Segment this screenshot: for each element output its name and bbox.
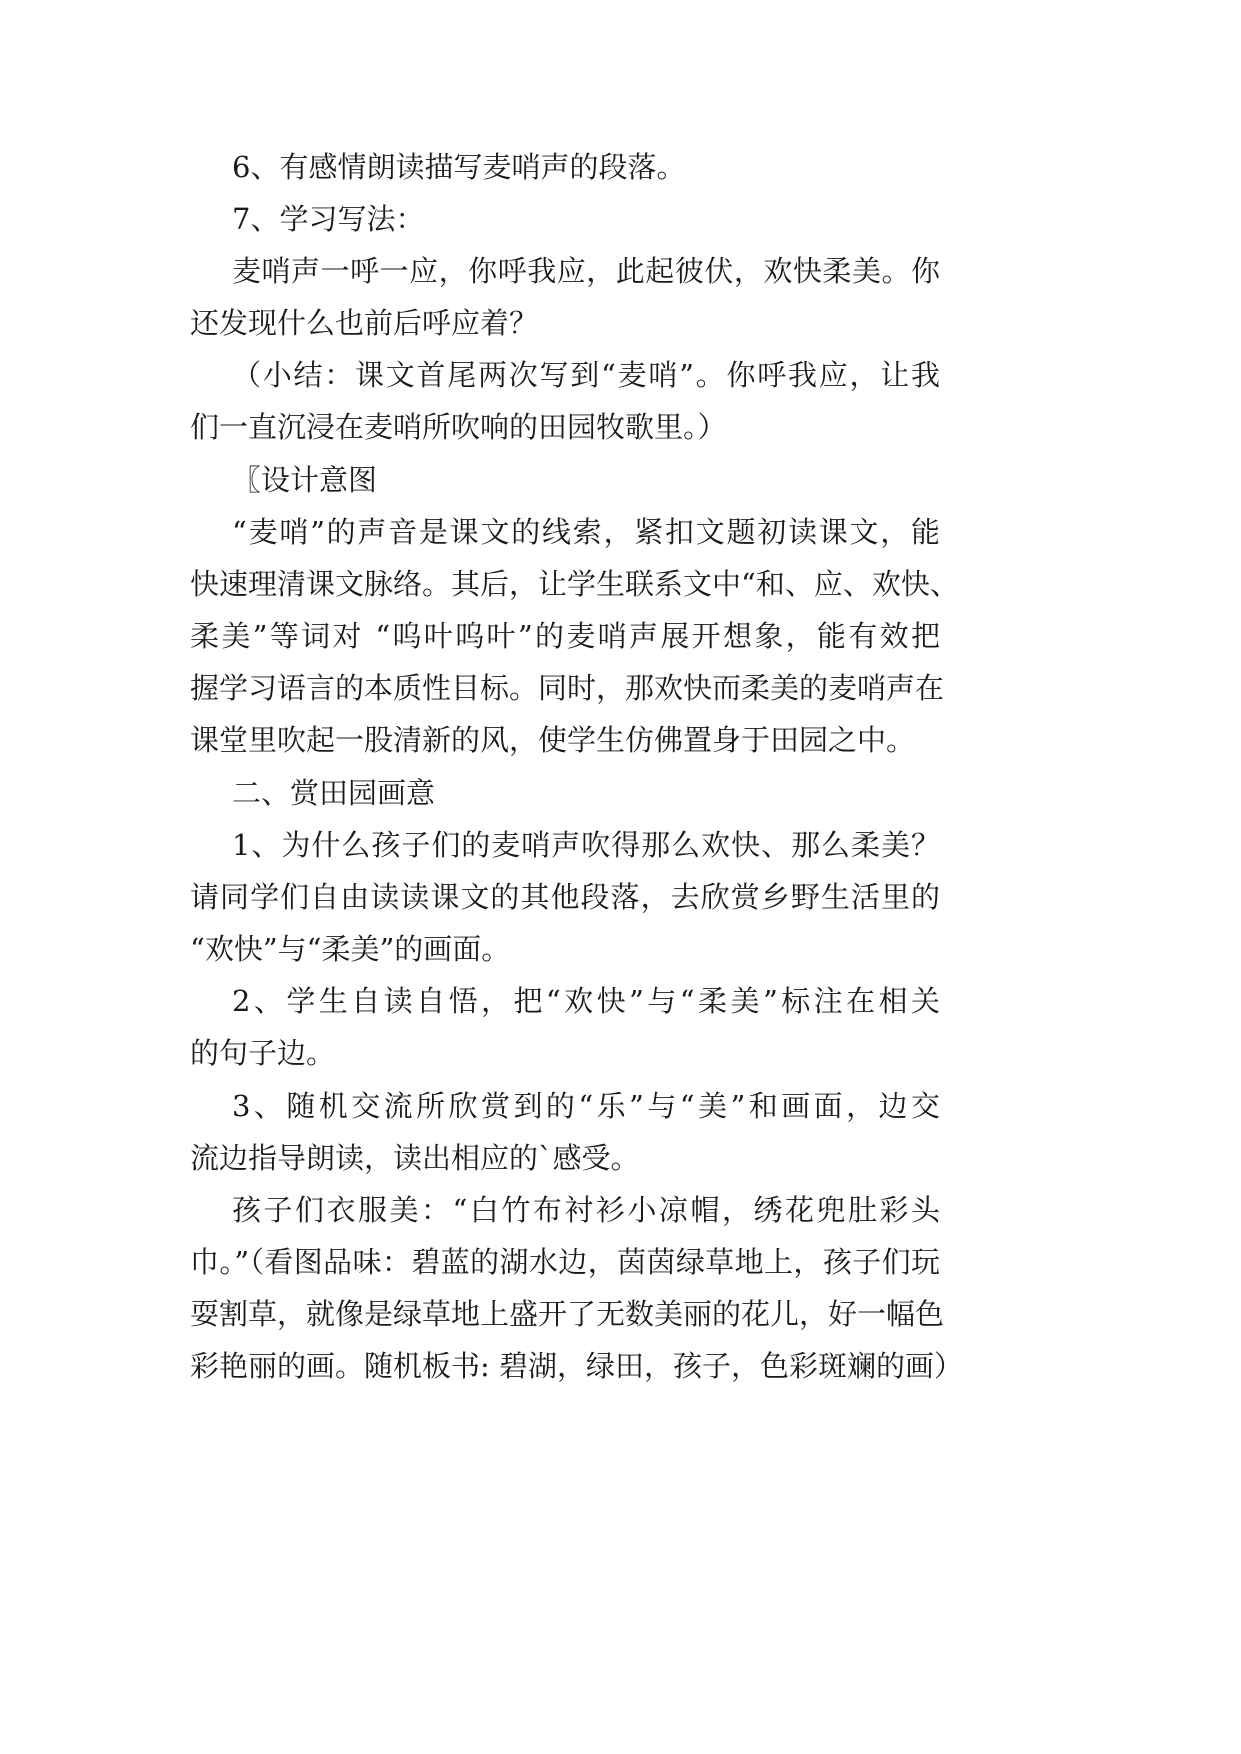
paragraph-line: （小结：课文首尾两次写到“麦哨”。你呼我应，让我: [232, 358, 940, 392]
paragraph-line: 握学习语言的本质性目标。同时，那欢快而柔美的麦哨声在: [190, 671, 945, 705]
paragraph-line: 耍割草，就像是绿草地上盛开了无数美丽的花儿，好一幅色: [190, 1297, 945, 1331]
paragraph-line: 请同学们自由读读课文的其他段落，去欣赏乡野生活里的: [190, 880, 940, 914]
paragraph-line: 快速理清课文脉络。其后，让学生联系文中“和、应、欢快、: [190, 567, 959, 601]
paragraph-line: 7、学习写法：: [232, 202, 425, 236]
paragraph-line: 巾。”（看图品味：碧蓝的湖水边，茵茵绿草地上，孩子们玩: [190, 1245, 940, 1279]
paragraph-line: 1、为什么孩子们的麦哨声吹得那么欢快、那么柔美？: [232, 828, 940, 862]
paragraph-line: 课堂里吹起一股清新的风，使学生仿佛置身于田园之中。: [190, 723, 916, 757]
paragraph-line: “欢快”与“柔美”的画面。: [190, 932, 511, 966]
paragraph-line: 柔美”等词对 “呜叶呜叶”的麦哨声展开想象，能有效把: [190, 619, 940, 653]
paragraph-line: 还发现什么也前后呼应着？: [190, 306, 539, 340]
paragraph-line: 们一直沉浸在麦哨所吹响的田园牧歌里。）: [190, 410, 727, 444]
paragraph-line: 流边指导朗读，读出相应的`感受。: [190, 1141, 640, 1175]
paragraph-line: 麦哨声一呼一应，你呼我应，此起彼伏，欢快柔美。你: [232, 254, 940, 288]
paragraph-line: 3、随机交流所欣赏到的“乐”与“美”和画面，边交: [232, 1089, 940, 1123]
paragraph-line: 6、有感情朗读描写麦哨声的段落。: [232, 150, 686, 184]
paragraph-line: 孩子们衣服美：“白竹布衬衫小凉帽，绣花兜肚彩头: [232, 1193, 940, 1227]
paragraph-line: 〖设计意图: [232, 463, 378, 497]
paragraph-line: 的句子边。: [190, 1036, 336, 1070]
paragraph-line: 彩艳丽的画。随机板书: 碧湖，绿田，孩子，色彩斑斓的画）: [190, 1349, 963, 1383]
paragraph-line: 2、学生自读自悟，把“欢快”与“柔美”标注在相关: [232, 984, 940, 1018]
section-heading: 二、赏田园画意: [232, 776, 436, 810]
paragraph-line: “麦哨”的声音是课文的线索，紧扣文题初读课文，能: [232, 515, 940, 549]
